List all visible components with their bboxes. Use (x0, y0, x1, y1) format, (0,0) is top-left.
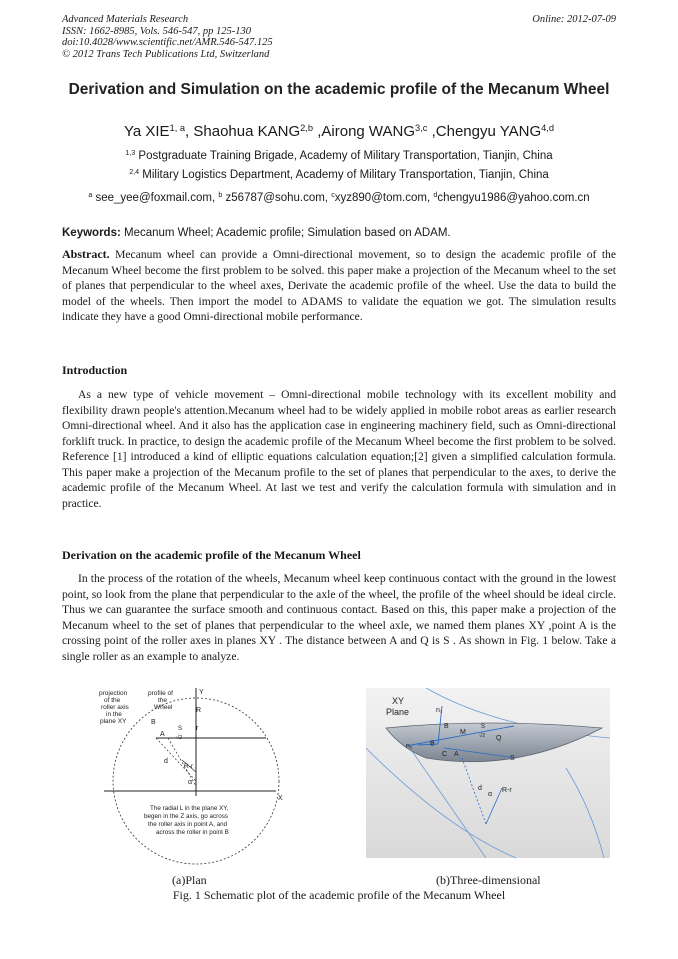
author-superscript: 1, a (169, 122, 186, 133)
y-axis-label: Y (199, 689, 204, 696)
abstract-paragraph (62, 247, 616, 325)
author-name: Ya XIE (123, 123, 170, 140)
derivation-paragraph: In the process of the rotation of the wheels, Mecanum wheel keep continuous contact with the ground in the lowest point, so look from the plane that perpendicular to the axle of the wheel, the profile of the wheel should be ideal circle. Thus we can guarantee the surface smooth and continuous contact. Based on this, this paper make a projection of the Mecanum wheel to the set of planes that perpendicular to the wheel axle, we named them planes XY ,point A is the crossing point of the roller axes in planes XY . The distance between A and Q is S . As shown in Fig. 1 below. Take a single roller as an example to analyze. (62, 572, 616, 663)
author-emails (40, 192, 638, 204)
email-link[interactable]: z56787@sohu.com, (222, 192, 332, 204)
abstract-label: Abstract. (62, 247, 110, 261)
author-name: ,Airong WANG (313, 123, 416, 140)
email-link[interactable]: chengyu1986@yahoo.com.cn (437, 192, 590, 204)
journal-doi: doi:10.4028/www.scientific.net/AMR.546-547.125 (62, 37, 273, 48)
n2-label: n₂ (406, 743, 413, 750)
roller-radius-line (156, 738, 196, 781)
keywords-label: Keywords: (62, 227, 121, 239)
figure-plan (98, 686, 290, 872)
email-superscript: a (88, 191, 93, 200)
email-link[interactable]: see_yee@foxmail.com, (92, 192, 219, 204)
affiliation-1 (40, 150, 638, 162)
author-superscript: 3,c (415, 122, 428, 133)
journal-copyright: © 2012 Trans Tech Publications Ltd, Switzerland (62, 48, 270, 60)
sqrt2-label: √2 (176, 735, 183, 741)
affiliation-superscript: 2,4 (129, 168, 140, 177)
journal-issn: ISSN: 1662-8985, Vols. 546-547, pp 125-130 (62, 25, 251, 37)
keywords-text: Mecanum Wheel; Academic profile; Simulation based on ADAM. (120, 227, 451, 239)
figure-caption: Fig. 1 Schematic plot of the academic profile of the Mecanum Wheel (172, 888, 506, 902)
introduction-paragraph: As a new type of vehicle movement – Omni-directional mobile technology with its excellent mobility and flexibility drawn people's attention.Mecanum wheel had to be widely applied in mobile robot areas as earlier research Omni-directional wheel. And it also has the application case in engineering machinery field, such as Omni-directional forklift truck. In practice, to design the academic profile of the Mecanum Wheel become the first problem to be solved. Reference [1] introduced a kind of elliptic equations calculation equation;[2] given a simplified calculation formula. This paper make a projection of the Mecanum profile to the set of planes that perpendicular to the axes, to derive the academic profile of the Mecanum Wheel. At last we test and verify the calculation formula with simulation and in practice. (62, 388, 616, 510)
figure-three-dimensional (366, 688, 610, 858)
alpha-label: α (188, 779, 193, 786)
s-label: S (510, 755, 515, 762)
r-upper-label: R (196, 707, 202, 714)
projection-label: projection of the roller axis in the plane XY (99, 690, 129, 725)
affiliation-text: Postgraduate Training Brigade, Academy of Military Transportation, Tianjin, China (135, 150, 553, 162)
three-d-diagram (366, 688, 610, 858)
d-label: d (164, 758, 168, 765)
affiliation-2 (40, 169, 638, 181)
theta-label: θ (430, 739, 435, 748)
paper-title: Derivation and Simulation on the academic profile of the Mecanum Wheel (68, 81, 610, 98)
s-fraction-label: S (481, 724, 486, 730)
s-label: S (178, 726, 183, 732)
point-b-label: B (444, 723, 449, 730)
email-superscript: d (433, 191, 438, 200)
subcaption-three-dimensional: (b)Three-dimensional (436, 873, 541, 887)
introduction-heading: Introduction (62, 363, 128, 377)
sqrt2-label: √2 (479, 733, 486, 739)
point-a-label: A (160, 731, 165, 738)
email-superscript: b (218, 191, 223, 200)
profile-label: profile of the Wheel (148, 690, 173, 711)
author-name: , Shaohua KANG (185, 123, 301, 140)
radial-note: The radial L in the plane XY, begen in the Z axis, go across the roller axis in point A, and across the roller in point B (144, 805, 229, 836)
x-axis-label: X (278, 795, 283, 802)
point-a-label: A (454, 751, 459, 758)
xy-plane-label: XY Plane (386, 696, 410, 717)
journal-header (62, 14, 273, 60)
author-list (62, 123, 616, 140)
affiliation-superscript: 1,3 (125, 149, 136, 158)
d-label: d (478, 785, 482, 792)
alpha-label: α (488, 791, 493, 798)
point-b-label: B (151, 719, 156, 726)
point-q-label: Q (496, 735, 502, 742)
email-superscript: c (331, 191, 335, 200)
keywords-line (62, 227, 616, 239)
affiliation-text: Military Logistics Department, Academy of Military Transportation, Tianjin, China (139, 169, 549, 181)
online-date: Online: 2012-07-09 (532, 14, 616, 25)
author-superscript: 2,b (300, 122, 314, 133)
derivation-heading: Derivation on the academic profile of the Mecanum Wheel (62, 548, 361, 562)
author-superscript: 4,d (541, 122, 555, 133)
abstract-text: Mecanum wheel can provide a Omni-directional movement, so to design the academic profile of the Mecanum Wheel become the first problem to be solved. this paper make a projection of the Mecanum wheel to the set of planes that perpendicular to the wheel axes, Derivate the academic profile of the wheel. Use the data to build the model of the wheels. Then import the model to ADAMS to validate the equation we got. The simulation results indicate they have a good Omni-directional mobile performance. (62, 248, 616, 323)
journal-name: Advanced Materials Research (62, 14, 189, 25)
email-link[interactable]: xyz890@tom.com, (334, 192, 434, 204)
subcaption-plan: (a)Plan (172, 873, 207, 887)
n1-label: n₁ (436, 707, 443, 714)
r-lower-label: r (196, 725, 199, 732)
point-c-label: C (442, 751, 448, 758)
author-name: ,Chengyu YANG (427, 123, 542, 140)
point-m-label: M (460, 729, 466, 736)
r-minus-r-label: R-r (184, 763, 194, 770)
plan-diagram (98, 686, 290, 872)
r-minus-r-label: R-r (502, 787, 512, 794)
